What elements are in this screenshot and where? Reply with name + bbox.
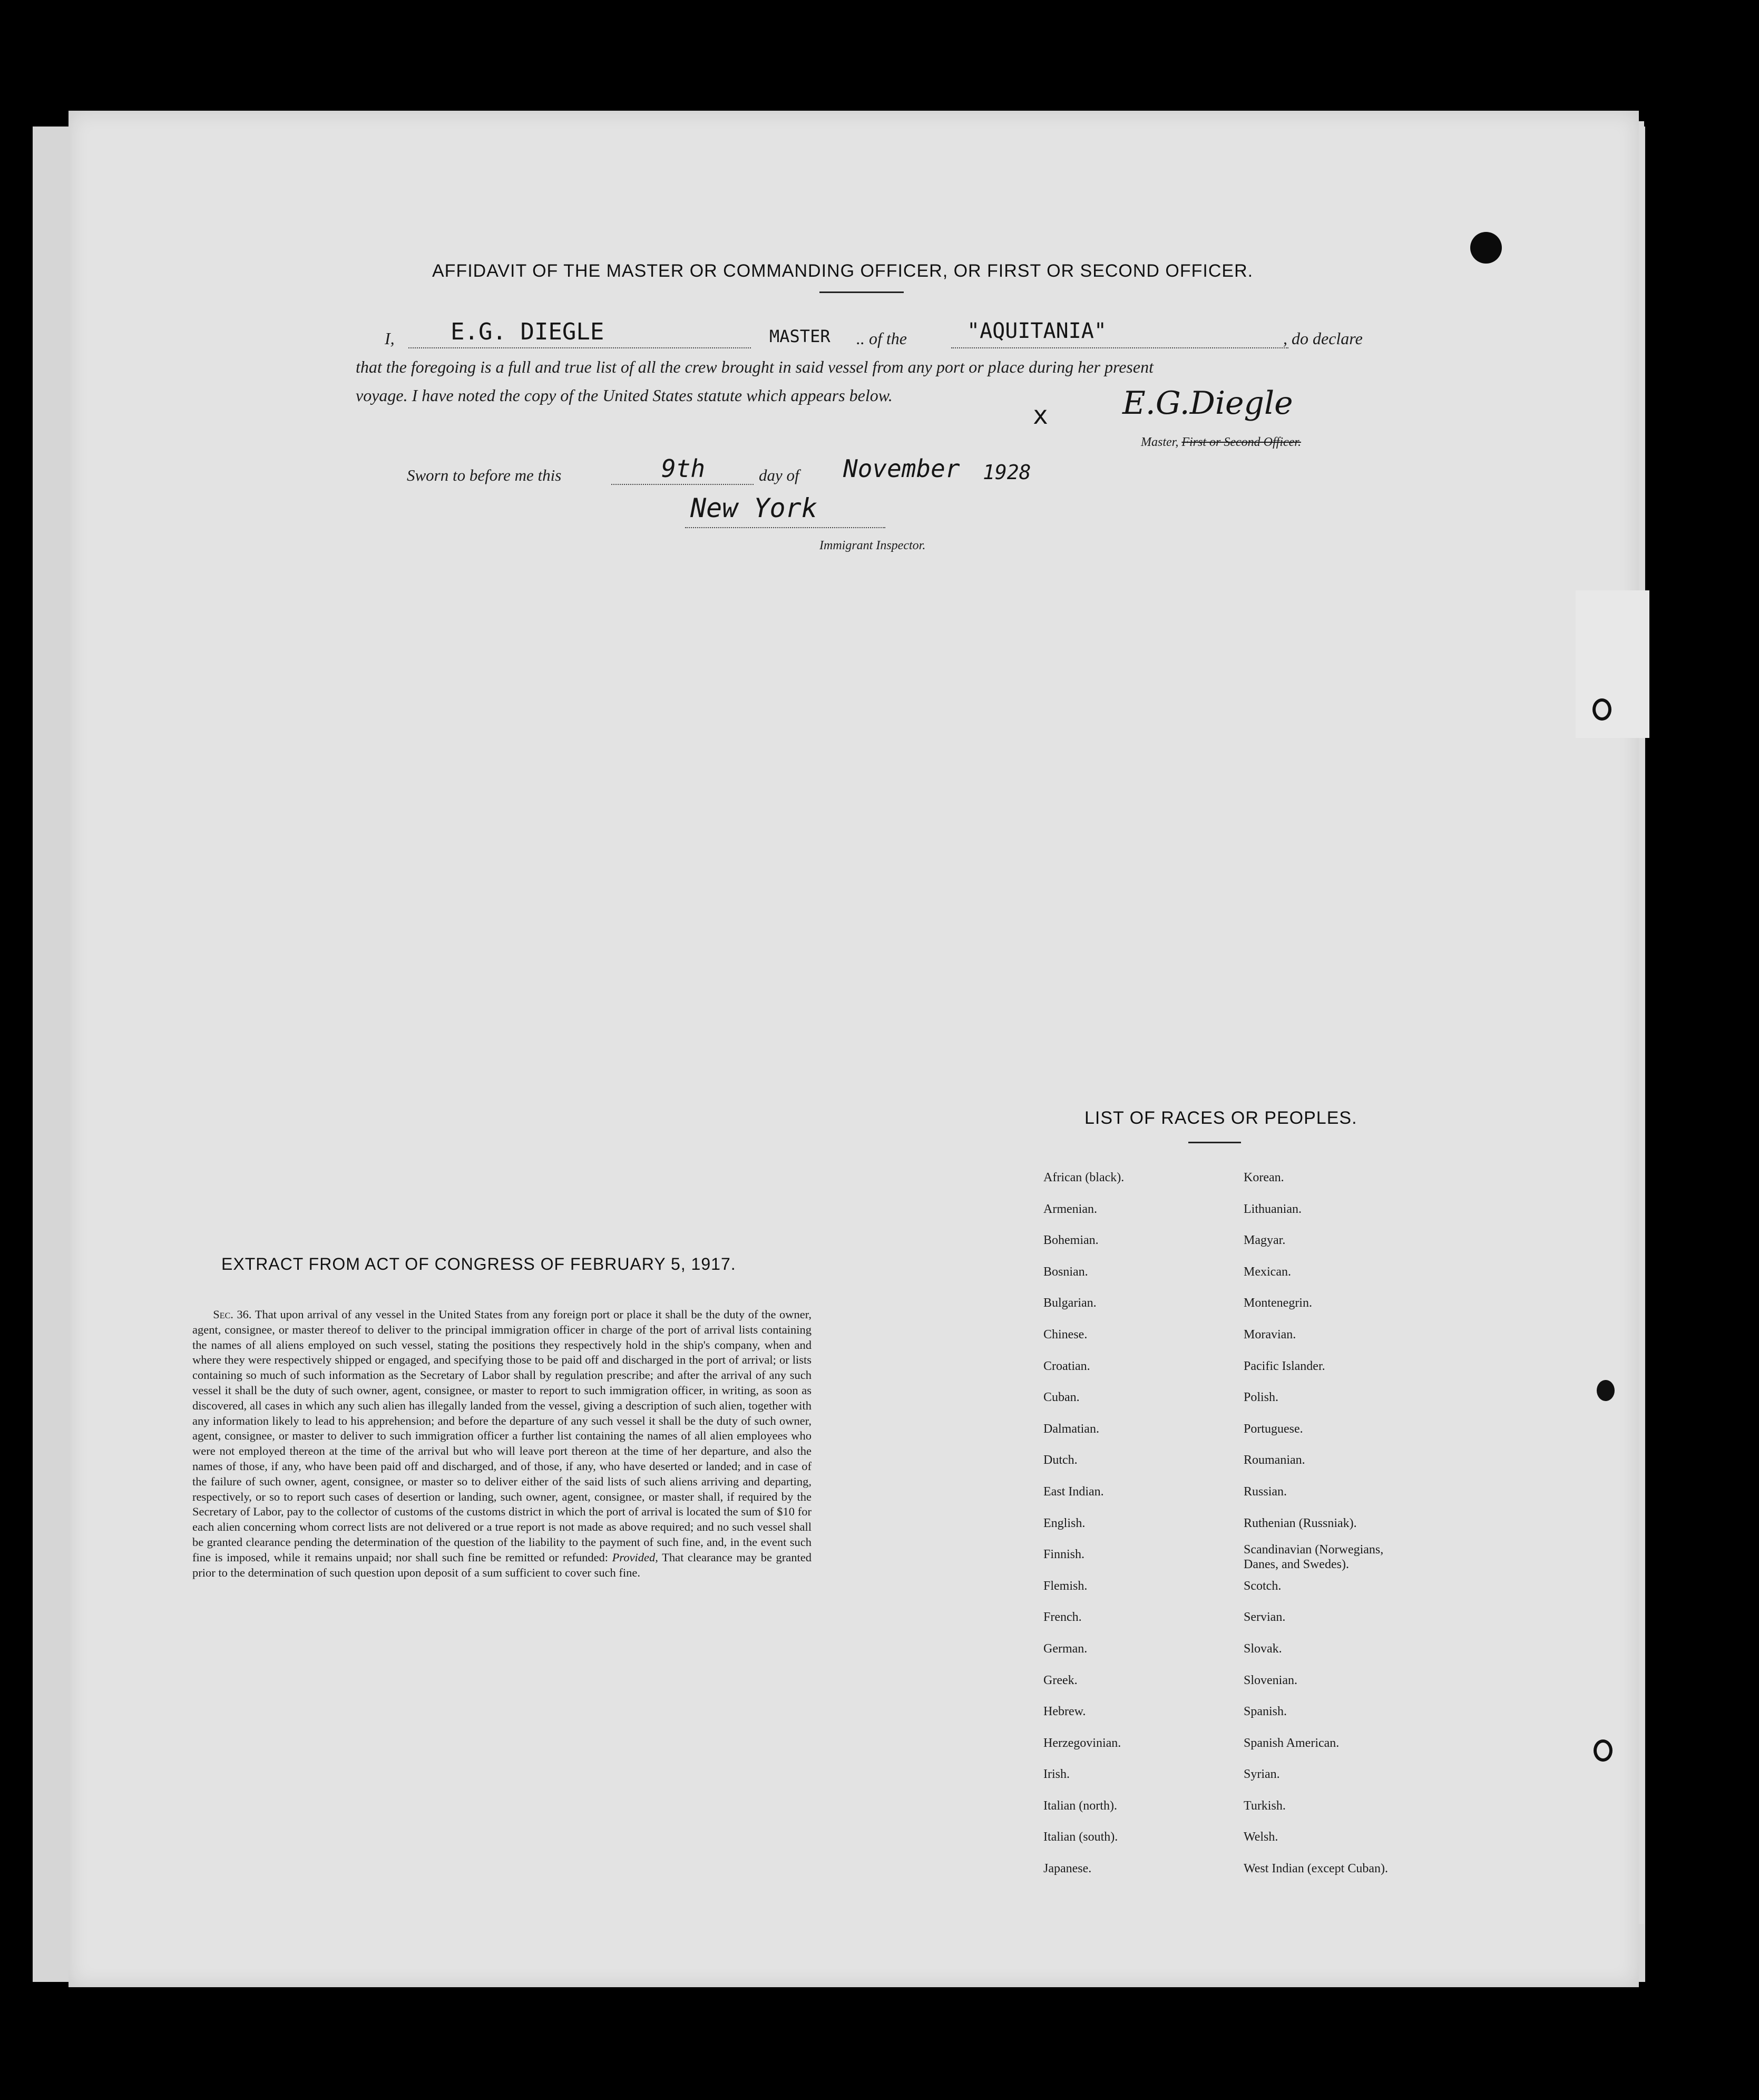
sworn-month: November xyxy=(843,454,960,483)
race-item: Syrian. xyxy=(1244,1767,1280,1782)
race-item: Polish. xyxy=(1244,1391,1279,1405)
punch-hole-bottom xyxy=(1594,1739,1613,1762)
vessel-name: "AQUITANIA" xyxy=(967,319,1107,343)
race-item: Ruthenian (Russniak). xyxy=(1244,1516,1357,1530)
day-of-label: day of xyxy=(759,466,799,484)
extract-text-2: That clearance may be granted prior to the determination of such question upon deposit of a sum sufficient to cover such fine. xyxy=(192,1550,812,1579)
race-item: Dalmatian. xyxy=(1043,1422,1099,1436)
race-item: Japanese. xyxy=(1043,1862,1092,1876)
race-item: Montenegrin. xyxy=(1244,1296,1312,1310)
inspector-label: Immigrant Inspector. xyxy=(819,539,926,552)
race-item: Servian. xyxy=(1244,1610,1286,1625)
section-label: Sec. 36. xyxy=(213,1308,252,1321)
of-the-label: .. of the xyxy=(856,329,907,348)
ink-blot xyxy=(1470,232,1502,264)
races-right-column xyxy=(1244,1162,1418,1885)
master-signature: E.G.Diegle xyxy=(1122,385,1293,422)
race-item: Dutch. xyxy=(1043,1453,1078,1467)
race-item: Hebrew. xyxy=(1043,1705,1086,1719)
race-item: Pacific Islander. xyxy=(1244,1359,1325,1373)
race-item: Slovenian. xyxy=(1244,1673,1297,1687)
race-item: Slovak. xyxy=(1244,1641,1282,1656)
race-item: Roumanian. xyxy=(1244,1453,1305,1467)
race-item: Herzegovinian. xyxy=(1043,1736,1121,1750)
race-item: Chinese. xyxy=(1043,1327,1088,1341)
race-item: Welsh. xyxy=(1244,1830,1278,1844)
races-title: LIST OF RACES OR PEOPLES. xyxy=(1084,1108,1357,1128)
race-item: Cuban. xyxy=(1043,1391,1080,1405)
signature-mark: x xyxy=(1033,401,1048,430)
race-item: Spanish. xyxy=(1244,1705,1287,1719)
race-item: Armenian. xyxy=(1043,1202,1097,1216)
races-rule xyxy=(1188,1142,1241,1143)
affidavit-title: AFFIDAVIT OF THE MASTER OR COMMANDING OFFICER, OR FIRST OR SECOND OFFICER. xyxy=(432,261,1254,281)
race-item: Spanish American. xyxy=(1244,1736,1340,1750)
torn-paper-flap xyxy=(1576,590,1649,738)
provided-word: Provided, xyxy=(612,1550,658,1564)
race-item: Finnish. xyxy=(1043,1548,1085,1562)
master-name: E.G. DIEGLE xyxy=(451,318,604,345)
race-item: Lithuanian. xyxy=(1244,1202,1302,1216)
signer-title-struck: First or Second Officer. xyxy=(1181,435,1301,449)
races-left-column xyxy=(1043,1162,1124,1885)
race-item: Moravian. xyxy=(1244,1327,1296,1341)
race-item: Portuguese. xyxy=(1244,1422,1303,1436)
race-item: Scandinavian (Norwegians, Danes, and Swedes). xyxy=(1244,1543,1384,1572)
do-declare-label: , do declare xyxy=(1283,329,1363,348)
i-label: I, xyxy=(385,329,395,348)
race-item: Bulgarian. xyxy=(1043,1296,1097,1310)
race-item: Italian (south). xyxy=(1043,1830,1118,1844)
vessel-line xyxy=(951,347,1288,348)
title-rule xyxy=(819,291,904,293)
day-line xyxy=(611,484,754,485)
race-item: Magyar. xyxy=(1244,1233,1286,1248)
sworn-year: 1928 xyxy=(983,461,1031,484)
race-item: Croatian. xyxy=(1043,1359,1090,1373)
race-item: Korean. xyxy=(1244,1171,1284,1184)
place-line xyxy=(685,527,885,528)
punch-hole-top xyxy=(1592,698,1611,721)
signer-title xyxy=(1141,435,1301,450)
race-item: Scotch. xyxy=(1244,1579,1282,1593)
rank: MASTER xyxy=(769,326,830,346)
race-item: Russian. xyxy=(1244,1484,1287,1499)
race-item: Greek. xyxy=(1043,1673,1078,1687)
race-item: Bohemian. xyxy=(1043,1233,1099,1248)
race-item: Irish. xyxy=(1043,1767,1070,1782)
race-item: English. xyxy=(1043,1516,1086,1530)
race-item: African (black). xyxy=(1043,1171,1125,1184)
extract-title: EXTRACT FROM ACT OF CONGRESS OF FEBRUARY 5, 1917. xyxy=(221,1255,736,1273)
extract-text-1: That upon arrival of any vessel in the United States from any foreign port or place it shall be the duty of the owner, agent, consignee, or master thereof to deliver to the principal immigration officer in charge of the port of arrival lists containing the names of all aliens employed on such vessel, stating the positions they respectively hold in the ship's company, when and where they were respectively shipped or engaged, and specifying those to be paid off and discharged in the port of arrival; or lists containing so much of such information as the Secretary of Labor shall by regulation prescribe; and after the arrival of any such vessel it shall be the duty of such owner, agent, consignee, or master to report to such immigration officer, in writing, as soon as discovered, all cases in which any such alien has illegally landed from the vessel, giving a description of such alien, together with any information likely to lead to his apprehension; and before the departure of any such vessel it shall be the duty of such owner, agent, consignee, or master to deliver to such immigration officer a further list containing the names of all alien employees who were not employed thereon at the time of the arrival but who will leave port thereon at the time of her departure, and also the names of those, if any, who have been paid off and discharged, and of those, if any, who have deserted or landed; and in case of the failure of such owner, agent, consignee, or master so to deliver either of the said lists of such aliens arriving and departing, respectively, or so to report such cases of desertion or landing, such owner, agent, consignee, or master shall, if required by the Secretary of Labor, pay to the collector of customs of the customs district in which the port of arrival is located the sum of $10 for each alien concerning whom correct lists are not delivered or a true report is not made as above required; and no such vessel shall be granted clearance pending the determination of the question of the liability to the payment of such fine, and, in the event such fine is imposed, while it remains unpaid; nor shall such fine be remitted or refunded: xyxy=(192,1308,812,1564)
sworn-place: New York xyxy=(690,493,817,523)
race-item: Mexican. xyxy=(1244,1265,1291,1279)
declaration-line-2: that the foregoing is a full and true list of all the crew brought in said vessel from any port or place during her present xyxy=(356,357,1154,376)
race-item: Bosnian. xyxy=(1043,1265,1088,1279)
race-item: Italian (north). xyxy=(1043,1798,1117,1813)
declaration-line-3: voyage. I have noted the copy of the United States statute which appears below. xyxy=(356,386,893,405)
race-item: Turkish. xyxy=(1244,1798,1286,1813)
extract-body xyxy=(192,1307,812,1580)
race-item: West Indian (except Cuban). xyxy=(1244,1862,1388,1876)
punch-hole-middle xyxy=(1597,1380,1615,1401)
race-item: German. xyxy=(1043,1641,1088,1656)
race-item: French. xyxy=(1043,1610,1082,1625)
name-line xyxy=(408,347,751,348)
race-item: Flemish. xyxy=(1043,1579,1088,1593)
race-item: East Indian. xyxy=(1043,1484,1104,1499)
sworn-day: 9th xyxy=(661,454,706,483)
signer-title-master: Master, xyxy=(1141,435,1179,449)
sworn-label: Sworn to before me this xyxy=(407,466,562,484)
